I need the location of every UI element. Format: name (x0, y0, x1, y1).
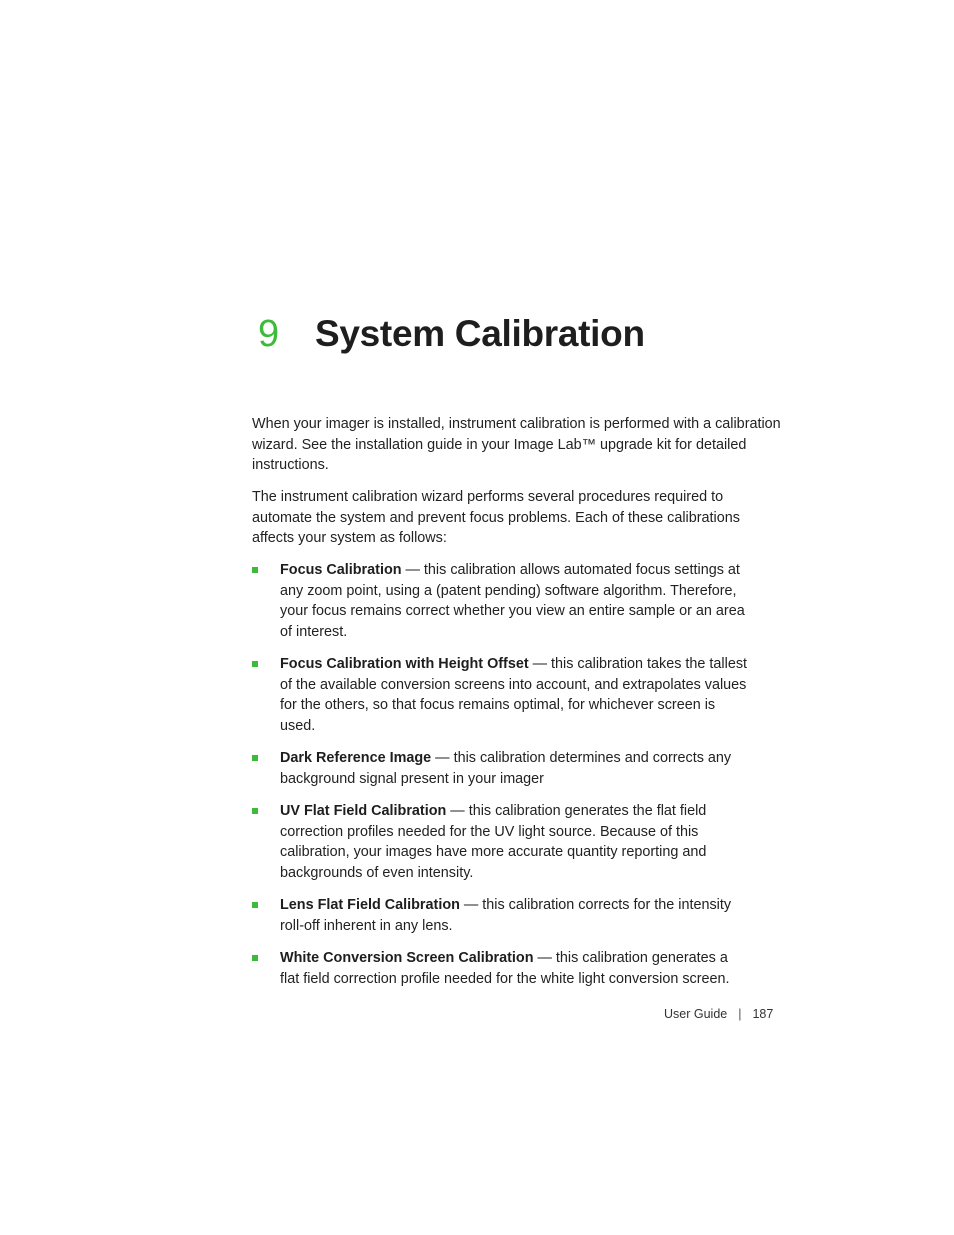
green-square-bullet-icon (252, 661, 258, 667)
chapter-title: System Calibration (315, 313, 645, 354)
bullet-text: — this calibration corrects for the intensity roll-off inherent in any lens. (280, 897, 732, 934)
page-footer (664, 1005, 773, 1023)
chapter-body (252, 414, 782, 1001)
list-item (252, 654, 750, 736)
chapter-number: 9 (258, 313, 280, 355)
bullet-term: Focus Calibration (280, 562, 402, 578)
bullet-term: Dark Reference Image (280, 750, 432, 766)
list-item (252, 748, 750, 789)
intro-paragraph-2: The instrument calibration wizard performs several procedures required to automate the system and prevent focus problems. Each of these calibrations affects your system as follows: (252, 489, 740, 546)
list-item (252, 895, 750, 936)
bullet-term: White Conversion Screen Calibration (280, 950, 534, 966)
chapter-heading (258, 308, 858, 364)
list-item (252, 560, 750, 642)
green-square-bullet-icon (252, 755, 258, 761)
bullet-text: — this calibration allows automated focus settings at any zoom point, using a (patent pending) software algorithm. Therefore, your focus remains correct whether you view an entire sample or an area of interest. (280, 562, 745, 640)
intro-paragraph: When your imager is installed, instrument calibration is performed with a calibration wizard. See the installation guide in your Image Lab™ upgrade kit for detailed instructions. (252, 416, 781, 473)
bullet-term: Focus Calibration with Height Offset (280, 656, 529, 672)
list-item (252, 948, 750, 989)
bullet-term: UV Flat Field Calibration (280, 803, 447, 819)
bullet-text: — this calibration determines and corrects any background signal present in your imager (280, 750, 732, 787)
green-square-bullet-icon (252, 567, 258, 573)
list-item (252, 801, 750, 883)
bullet-text: — this calibration generates a flat field correction profile needed for the white light conversion screen. (280, 950, 730, 987)
green-square-bullet-icon (252, 808, 258, 814)
footer-label: User Guide (664, 1007, 728, 1021)
green-square-bullet-icon (252, 955, 258, 961)
calibration-list (252, 560, 782, 989)
page-number: 187 (752, 1007, 774, 1021)
bullet-text: — this calibration generates the flat field correction profiles needed for the UV light source. Because of this calibration, your images have more accurate quantity reporting and backgrounds of even intensity. (280, 803, 707, 881)
bullet-term: Lens Flat Field Calibration (280, 897, 460, 913)
bullet-text: — this calibration takes the tallest of the available conversion screens into account, and extrapolates values for the others, so that focus remains optimal, for whichever screen is used. (280, 656, 748, 734)
footer-separator: | (738, 1007, 742, 1021)
green-square-bullet-icon (252, 902, 258, 908)
